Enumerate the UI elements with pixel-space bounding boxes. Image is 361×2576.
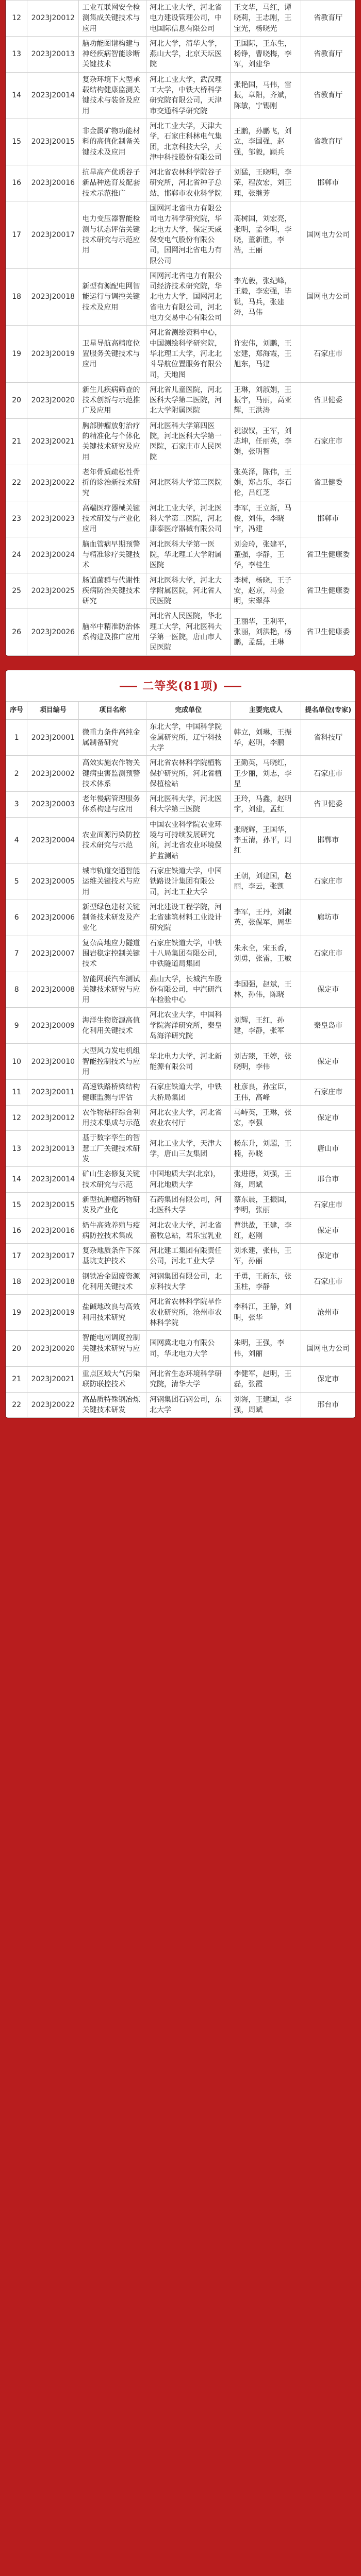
cell-no: 22 [6, 1392, 27, 1418]
cell-rec: 石家庄市 [301, 863, 355, 900]
cell-project: 胸部肿瘤放射治疗的精准化与个体化关键技术研究及应用 [79, 418, 146, 465]
cell-no: 18 [6, 1269, 27, 1295]
cell-code: 2023J20022 [27, 465, 79, 501]
cell-code: 2023J20021 [27, 1367, 79, 1393]
cell-units: 河北医科大学，河北医科大学第三医院 [146, 792, 231, 818]
table-row [6, 72, 355, 118]
cell-code: 2023J20024 [27, 537, 79, 573]
cell-code: 2023J20023 [27, 501, 79, 537]
cell-no: 5 [6, 863, 27, 900]
cell-units: 东北大学，中国科学院金属研究所，辽宁科技大学 [146, 720, 231, 756]
cell-no: 15 [6, 1192, 27, 1218]
table-row [6, 1131, 355, 1167]
cell-people: 刘辉，王红，孙建，李静，张军 [231, 1008, 301, 1044]
cell-people: 李树，杨晓，王子安，赵京，冯金明，宋翠萍 [231, 573, 301, 609]
cell-project: 高速铁路桥梁结构健康监测与评估 [79, 1080, 146, 1106]
cell-no: 4 [6, 817, 27, 863]
cell-units: 河北省儿童医院，河北医科大学第二医院，河北大学附属医院 [146, 382, 231, 418]
table-row [6, 720, 355, 756]
cell-people: 王勤英，马晓红，王少丽，刘志，李星 [231, 756, 301, 792]
cell-project: 高效实施农作物关键病虫害监测预警技术体系 [79, 756, 146, 792]
cell-people: 杜彦良，孙宝臣，王伟，高峰 [231, 1080, 301, 1106]
second-award-table-body [6, 720, 355, 1418]
header-units: 完成单位 [146, 701, 231, 720]
cell-units: 华北电力大学，河北新能源有限公司 [146, 1044, 231, 1080]
table-row [6, 1244, 355, 1269]
cell-code: 2023J20018 [27, 268, 79, 325]
cell-people: 高树国，刘宏亮，张明，孟令明，李晓，董新胜，李浩，王丽 [231, 201, 301, 269]
table-row [6, 537, 355, 573]
table-row [6, 1008, 355, 1044]
table-row [6, 326, 355, 382]
table-row [6, 1080, 355, 1106]
table-row [6, 418, 355, 465]
cell-people: 王琳，刘淑娟，王振宇，马丽，高亚辉，王洪涛 [231, 382, 301, 418]
cell-rec: 保定市 [301, 1218, 355, 1244]
cell-rec: 省卫健委 [301, 382, 355, 418]
cell-rec: 石家庄市 [301, 326, 355, 382]
cell-rec: 省教育厅 [301, 1, 355, 37]
cell-project: 城市轨道交通智能运维关键技术与应用 [79, 863, 146, 900]
table-row [6, 1044, 355, 1080]
cell-rec: 保定市 [301, 972, 355, 1008]
cell-no: 6 [6, 900, 27, 936]
cell-people: 刘猛，王晓明，李荣，程汝宏，刘正理，张继芳 [231, 165, 301, 201]
cell-units: 河北农业大学，河北省农业农村厅 [146, 1105, 231, 1131]
cell-units: 河北大学，清华大学，燕山大学，北京天坛医院 [146, 36, 231, 72]
table-row [6, 501, 355, 537]
cell-project: 基于数字孪生的智慧工厂关键技术研发 [79, 1131, 146, 1167]
cell-units: 石药集团有限公司，河北医科大学 [146, 1192, 231, 1218]
cell-no: 3 [6, 792, 27, 818]
cell-people: 李军，王立新，马俊，刘伟，李晓宇，冯建 [231, 501, 301, 537]
table-row [6, 573, 355, 609]
cell-no: 1 [6, 720, 27, 756]
cell-units: 河北省生态环境科学研究院，清华大学 [146, 1367, 231, 1393]
cell-code: 2023J20026 [27, 609, 79, 655]
cell-people: 杨东升，刘超，王楠，孙晓 [231, 1131, 301, 1167]
second-award-table [6, 701, 355, 1418]
cell-no: 15 [6, 118, 27, 165]
header-rec: 提名单位(专家) [301, 701, 355, 720]
cell-project: 抗旱高产优质谷子新品种选育及配套技术示范推广 [79, 165, 146, 201]
cell-no: 25 [6, 573, 27, 609]
cell-units: 石家庄铁道大学，中国铁路设计集团有限公司，河北工业大学 [146, 863, 231, 900]
cell-rec: 邢台市 [301, 1392, 355, 1418]
cell-units: 河北工业大学，天津大学，唐山三友集团 [146, 1131, 231, 1167]
cell-code: 2023J20019 [27, 326, 79, 382]
table-row [6, 817, 355, 863]
cell-code: 2023J20005 [27, 863, 79, 900]
table-row [6, 609, 355, 655]
cell-project: 海洋生物资源高值化利用关键技术 [79, 1008, 146, 1044]
table-row [6, 756, 355, 792]
table-row [6, 863, 355, 900]
table-row [6, 792, 355, 818]
cell-code: 2023J20014 [27, 1167, 79, 1193]
cell-rec: 省教育厅 [301, 36, 355, 72]
cell-project: 复杂高地应力隧道围岩稳定控制关键技术 [79, 936, 146, 972]
cell-rec: 邢台市 [301, 1167, 355, 1193]
cell-people: 王丽华，王利平，张丽，刘洪艳，杨鹏，孟磊，王琳 [231, 609, 301, 655]
cell-project: 高端医疗器械关键技术研发与产业化应用 [79, 501, 146, 537]
cell-code: 2023J20010 [27, 1044, 79, 1080]
table-row [6, 1367, 355, 1393]
cell-people: 王鹏，孙鹏飞，刘立，李国强，赵强，邹毅，顾兵 [231, 118, 301, 165]
cell-no: 8 [6, 972, 27, 1008]
cell-units: 河北工业大学，武汉理工大学，中铁大桥科学研究院有限公司，天津市交通科学研究院 [146, 72, 231, 118]
cell-project: 智能电网调度控制关键技术研究与应用 [79, 1331, 146, 1367]
cell-project: 新型有源配电网智能运行与调控关键技术及应用 [79, 268, 146, 325]
cell-rec: 邯郸市 [301, 165, 355, 201]
cell-people: 李科江，王静，刘明，张华 [231, 1295, 301, 1331]
cell-people: 刘海，王建国，李强，周斌 [231, 1392, 301, 1418]
cell-people: 祝淑钗，王军，刘志坤，任丽英，李娟，张明智 [231, 418, 301, 465]
cell-project: 农作物秸秆综合利用技术集成与示范 [79, 1105, 146, 1131]
table-row [6, 465, 355, 501]
cell-units: 河北工业大学，天津大学，石家庄科林电气集团，北京科技大学，天津中科技股份有限公司 [146, 118, 231, 165]
section-header [6, 670, 355, 701]
cell-no: 19 [6, 326, 27, 382]
cell-code: 2023J20013 [27, 1131, 79, 1167]
cell-no: 26 [6, 609, 27, 655]
cell-no: 7 [6, 936, 27, 972]
cell-code: 2023J20008 [27, 972, 79, 1008]
cell-code: 2023J20025 [27, 573, 79, 609]
cell-rec: 省卫健委 [301, 792, 355, 818]
cell-rec: 省教育厅 [301, 118, 355, 165]
cell-units: 石家庄铁道大学，中铁大桥局集团 [146, 1080, 231, 1106]
cell-units: 河北医科大学第一医院，华北理工大学附属医院 [146, 537, 231, 573]
cell-code: 2023J20020 [27, 1331, 79, 1367]
cell-no: 19 [6, 1295, 27, 1331]
cell-no: 9 [6, 1008, 27, 1044]
cell-code: 2023J20020 [27, 382, 79, 418]
table-row [6, 1192, 355, 1218]
cell-project: 钢铁冶金固废资源化利用关键技术 [79, 1269, 146, 1295]
cell-code: 2023J20009 [27, 1008, 79, 1044]
cell-project: 微重力条件高纯金属制备研究 [79, 720, 146, 756]
cell-code: 2023J20013 [27, 36, 79, 72]
cell-rec: 石家庄市 [301, 1192, 355, 1218]
cell-rec: 省科技厅 [301, 720, 355, 756]
table-row [6, 165, 355, 201]
cell-project: 卫星导航高精度位置服务关键技术与应用 [79, 326, 146, 382]
cell-rec: 石家庄市 [301, 418, 355, 465]
cell-code: 2023J20021 [27, 418, 79, 465]
cell-code: 2023J20003 [27, 792, 79, 818]
cell-rec: 保定市 [301, 1367, 355, 1393]
cell-no: 16 [6, 1218, 27, 1244]
table-row [6, 1218, 355, 1244]
cell-units: 河北工业大学，河北医科大学第二医院，河北康泰医疗器械有限公司 [146, 501, 231, 537]
cell-units: 河北建设工程学院，河北省建筑材料工业设计研究院 [146, 900, 231, 936]
cell-rec: 省卫健委 [301, 465, 355, 501]
cell-units: 河北省人民医院，华北理工大学，河北医科大学第一医院，唐山市人民医院 [146, 609, 231, 655]
award-table-card [5, 0, 356, 656]
section-title: 二等奖(81项) [105, 677, 255, 696]
cell-project: 电力变压器智能检测与状态评估关键技术研究与示范应用 [79, 201, 146, 269]
cell-no: 13 [6, 36, 27, 72]
cell-people: 王玲，马鑫，赵明宇，刘建，孟红 [231, 792, 301, 818]
cell-rec: 保定市 [301, 1105, 355, 1131]
cell-no: 20 [6, 1331, 27, 1367]
cell-no: 17 [6, 201, 27, 269]
cell-code: 2023J20006 [27, 900, 79, 936]
table-row [6, 1269, 355, 1295]
table-row [6, 382, 355, 418]
header-code: 项目编号 [27, 701, 79, 720]
cell-project: 非金属矿物功能材料的高值化制备关键技术及应用 [79, 118, 146, 165]
cell-no: 24 [6, 537, 27, 573]
cell-units: 河北农业大学，河北省畜牧总站，君乐宝乳业 [146, 1218, 231, 1244]
cell-people: 曹洪战，王建，李红，赵刚 [231, 1218, 301, 1244]
cell-code: 2023J20015 [27, 1192, 79, 1218]
cell-rec: 国网电力公司 [301, 1331, 355, 1367]
header-people: 主要完成人 [231, 701, 301, 720]
cell-people: 张晓辉，王国华，李玉清，孙平，周红 [231, 817, 301, 863]
cell-rec: 省卫生健康委 [301, 609, 355, 655]
cell-people: 蔡东晨，王振国，李明，张丽 [231, 1192, 301, 1218]
cell-code: 2023J20004 [27, 817, 79, 863]
cell-units: 河北省农林科学院旱作农业研究所，沧州市农林科学院 [146, 1295, 231, 1331]
header-project: 项目名称 [79, 701, 146, 720]
cell-no: 14 [6, 1167, 27, 1193]
cell-units: 河北省测绘资料中心，中国测绘科学研究院，华北理工大学，河北北斗导航位置服务有限公司，天地图 [146, 326, 231, 382]
table-row [6, 1167, 355, 1193]
cell-people: 刘会玲，张建平，董强，李静，王华，李桂生 [231, 537, 301, 573]
cell-units: 河北工业大学，河北省电力建设管理公司，中电国际信息有限公司 [146, 1, 231, 37]
cell-no: 22 [6, 465, 27, 501]
cell-project: 老年慢病管理服务体系构建与应用 [79, 792, 146, 818]
cell-no: 20 [6, 382, 27, 418]
cell-code: 2023J20007 [27, 936, 79, 972]
cell-no: 17 [6, 1244, 27, 1269]
cell-no: 18 [6, 268, 27, 325]
cell-project: 重点区域大气污染联防联控技术 [79, 1367, 146, 1393]
cell-units: 国网河北省电力有限公司电力科学研究院，华北电力大学，保定天威保变电气股份有限公司，国网河北省电力有限公司 [146, 201, 231, 269]
first-award-table-body [6, 1, 355, 656]
cell-rec: 保定市 [301, 1244, 355, 1269]
cell-units: 河钢集团石钢公司，东北大学 [146, 1392, 231, 1418]
cell-project: 脑卒中精准防治体系构建及推广应用 [79, 609, 146, 655]
cell-people: 李健军，赵明，王磊，张霞 [231, 1367, 301, 1393]
cell-no: 11 [6, 1080, 27, 1106]
cell-code: 2023J20019 [27, 1295, 79, 1331]
cell-code: 2023J20002 [27, 756, 79, 792]
cell-no: 13 [6, 1131, 27, 1167]
cell-code: 2023J20022 [27, 1392, 79, 1418]
cell-people: 张进德，刘强，王海，周斌 [231, 1167, 301, 1193]
cell-code: 2023J20012 [27, 1105, 79, 1131]
cell-people: 王国际，王东生，杨铮，曹晓梅，李军，刘建华 [231, 36, 301, 72]
cell-rec: 国网电力公司 [301, 268, 355, 325]
cell-people: 朱永全，宋玉香，刘勇，张雷，王敏 [231, 936, 301, 972]
cell-units: 河北省农林科学院谷子研究所，河北省种子总站，邯郸市农业科学院 [146, 165, 231, 201]
cell-project: 新型抗肿瘤药物研发及产业化 [79, 1192, 146, 1218]
cell-units: 河钢集团有限公司，北京科技大学 [146, 1269, 231, 1295]
table-row [6, 1105, 355, 1131]
cell-units: 国网冀北电力有限公司，华北电力大学 [146, 1331, 231, 1367]
cell-people: 于勇，王新东，张玉柱，李静 [231, 1269, 301, 1295]
table-row [6, 972, 355, 1008]
cell-rec: 省教育厅 [301, 72, 355, 118]
cell-people: 李光毅，张纪峰，王毅，李宏强，毕锐，马兵，张建涛，马伟 [231, 268, 301, 325]
cell-people: 李军，王丹，刘淑英，张保军，周华 [231, 900, 301, 936]
cell-people: 韩立，刘琳，王振华，赵明，李鹏 [231, 720, 301, 756]
cell-units: 石家庄铁道大学，中铁十八局集团有限公司，中铁隧道局集团 [146, 936, 231, 972]
cell-rec: 国网电力公司 [301, 201, 355, 269]
cell-rec: 保定市 [301, 1044, 355, 1080]
cell-code: 2023J20017 [27, 1244, 79, 1269]
cell-project: 盐碱地改良与高效利用技术研究 [79, 1295, 146, 1331]
cell-units: 河北省农林科学院植物保护研究所，河北省植保植检站 [146, 756, 231, 792]
cell-project: 肠道菌群与代谢性疾病防治关键技术研究 [79, 573, 146, 609]
cell-no: 21 [6, 418, 27, 465]
table-row [6, 1, 355, 37]
cell-project: 新生儿疾病筛查的技术创新与示范推广及应用 [79, 382, 146, 418]
cell-no: 21 [6, 1367, 27, 1393]
cell-project: 大型风力发电机组智能控制技术与应用 [79, 1044, 146, 1080]
cell-units: 河北农业大学，中国科学院海洋研究所，秦皇岛海洋研究院 [146, 1008, 231, 1044]
cell-project: 新型绿色建材关键制备技术研发及产业化 [79, 900, 146, 936]
cell-code: 2023J20015 [27, 118, 79, 165]
table-header-row [6, 701, 355, 720]
table-row [6, 36, 355, 72]
cell-code: 2023J20011 [27, 1080, 79, 1106]
cell-units: 中国农业科学院农业环境与可持续发展研究所，河北省农业环境保护监测站 [146, 817, 231, 863]
cell-project: 工业互联网安全检测集成关键技术与应用 [79, 1, 146, 37]
cell-rec: 唐山市 [301, 1131, 355, 1167]
cell-rec: 石家庄市 [301, 756, 355, 792]
cell-units: 河北建工集团有限责任公司，河北工业大学 [146, 1244, 231, 1269]
cell-rec: 邯郸市 [301, 817, 355, 863]
cell-rec: 省卫生健康委 [301, 573, 355, 609]
table-row [6, 900, 355, 936]
cell-no: 23 [6, 501, 27, 537]
cell-rec: 邯郸市 [301, 501, 355, 537]
cell-rec: 廊坊市 [301, 900, 355, 936]
cell-code: 2023J20016 [27, 165, 79, 201]
cell-project: 脑功能图谱构建与神经疾病智能诊断关键技术 [79, 36, 146, 72]
cell-people: 李国强，赵斌，王林，孙伟，陈晓 [231, 972, 301, 1008]
table-row [6, 1295, 355, 1331]
cell-no: 16 [6, 165, 27, 201]
table-row [6, 118, 355, 165]
cell-project: 奶牛高效养殖与疫病防控技术集成 [79, 1218, 146, 1244]
table-row [6, 936, 355, 972]
cell-people: 刘吉臻，王婷，张晓明，李伟 [231, 1044, 301, 1080]
header-no: 序号 [6, 701, 27, 720]
cell-people: 张艳国，马伟，雷振，章阳，齐斌，陈敏，宁锡刚 [231, 72, 301, 118]
cell-project: 老年骨质疏松性骨折的诊治新技术研究 [79, 465, 146, 501]
cell-rec: 石家庄市 [301, 1080, 355, 1106]
cell-code: 2023J20017 [27, 201, 79, 269]
cell-rec: 省卫生健康委 [301, 537, 355, 573]
cell-no: 12 [6, 1105, 27, 1131]
second-prize-card [5, 670, 356, 1419]
cell-code: 2023J20016 [27, 1218, 79, 1244]
cell-units: 国网河北省电力有限公司经济技术研究院，华北电力大学，国网河北省电力有限公司，河北电力交易中心有限公司 [146, 268, 231, 325]
cell-project: 脑血管病早期预警与精准诊疗关键技术 [79, 537, 146, 573]
cell-code: 2023J20018 [27, 1269, 79, 1295]
table-row [6, 1331, 355, 1367]
first-award-table [6, 0, 355, 656]
table-row [6, 201, 355, 269]
cell-rec: 秦皇岛市 [301, 1008, 355, 1044]
cell-rec: 石家庄市 [301, 1269, 355, 1295]
cell-no: 2 [6, 756, 27, 792]
table-row [6, 1392, 355, 1418]
cell-units: 中国地质大学(北京)，河北地质大学 [146, 1167, 231, 1193]
cell-people: 朱明，王强，李伟，刘丽 [231, 1331, 301, 1367]
cell-rec: 沧州市 [301, 1295, 355, 1331]
cell-units: 河北医科大学，河北大学附属医院，河北省人民医院 [146, 573, 231, 609]
cell-project: 农业面源污染防控技术研究与示范 [79, 817, 146, 863]
cell-project: 高品质特殊钢冶炼关键技术研发 [79, 1392, 146, 1418]
cell-code: 2023J20012 [27, 1, 79, 37]
cell-no: 12 [6, 1, 27, 37]
cell-people: 张英泽，陈伟，王娟，郑占乐，李石伦，吕红芝 [231, 465, 301, 501]
cell-units: 河北医科大学第四医院，河北医科大学第一医院，石家庄市人民医院 [146, 418, 231, 465]
table-row [6, 268, 355, 325]
cell-people: 马峙英，王琳，张宏，李强 [231, 1105, 301, 1131]
cell-project: 复杂地质条件下深基坑支护技术 [79, 1244, 146, 1269]
cell-people: 王朝，刘建国，赵丽，李云，张凯 [231, 863, 301, 900]
cell-project: 矿山生态修复关键技术研究与示范 [79, 1167, 146, 1193]
cell-no: 10 [6, 1044, 27, 1080]
cell-people: 许宏伟，刘鹏，王宏建，郑海霞，王旭东，马建 [231, 326, 301, 382]
cell-project: 复杂环境下大型承载结构健康监测关键技术与装备及应用 [79, 72, 146, 118]
cell-people: 王文华，马红，谭晓莉，王志刚，王宝光，杨晓光 [231, 1, 301, 37]
cell-project: 智能网联汽车测试关键技术研究与应用 [79, 972, 146, 1008]
cell-code: 2023J20001 [27, 720, 79, 756]
cell-rec: 石家庄市 [301, 936, 355, 972]
cell-units: 燕山大学，长城汽车股份有限公司，中汽研汽车检验中心 [146, 972, 231, 1008]
cell-units: 河北医科大学第三医院 [146, 465, 231, 501]
cell-people: 刘永建，张伟，王军，孙丽 [231, 1244, 301, 1269]
cell-code: 2023J20014 [27, 72, 79, 118]
cell-no: 14 [6, 72, 27, 118]
